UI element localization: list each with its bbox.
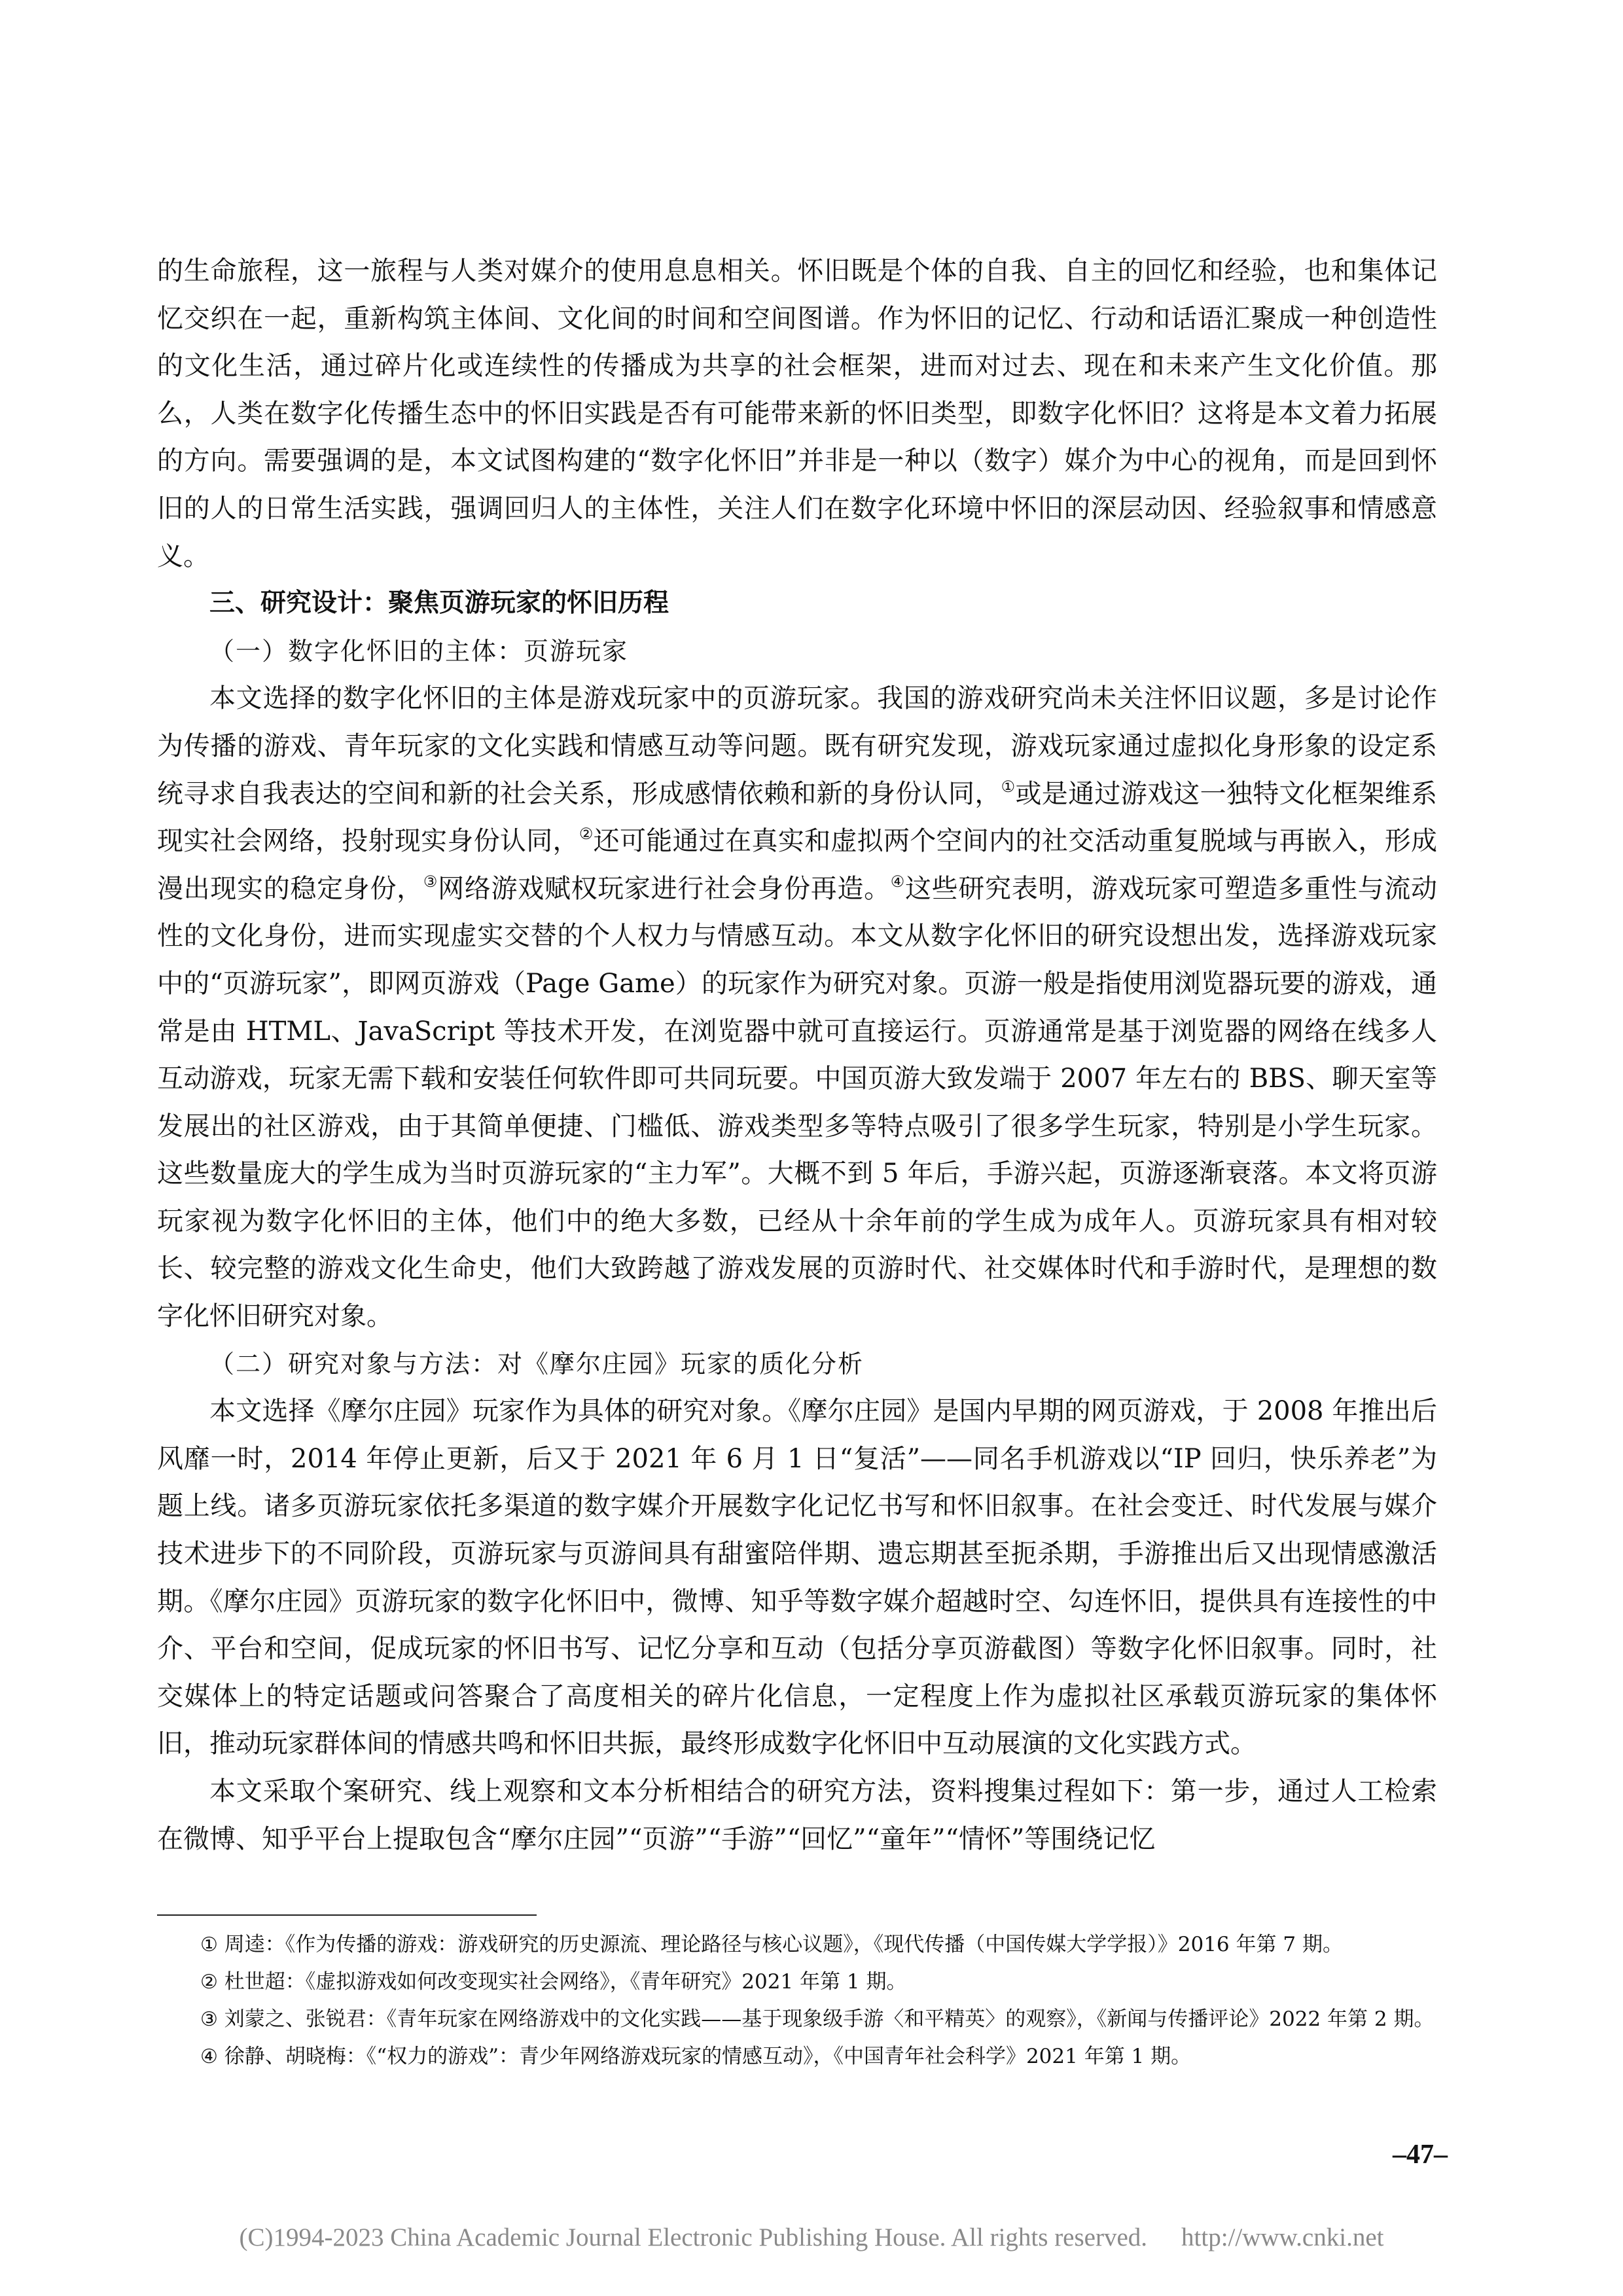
footnote-mark: ②: [200, 1971, 218, 1994]
cnki-link[interactable]: http://www.cnki.net: [1181, 2223, 1384, 2251]
footnotes: [157, 1928, 1437, 2077]
footnote-divider: [157, 1914, 537, 1916]
subsection-heading-method: （二）研究对象与方法：对《摩尔庄园》玩家的质化分析: [209, 1349, 865, 1378]
paragraph-page-game-players: [157, 675, 1437, 1340]
footnote-1: [157, 1928, 1437, 1962]
footnote-mark: ④: [200, 2045, 218, 2068]
paragraph-text: 或是通过游戏这一独特文化框架维系现实社会网络，投射现实身份认同，: [157, 778, 1438, 857]
footnote-text: 杜世超：《虚拟游戏如何改变现实社会网络》，《青年研究》2021 年第 1 期。: [224, 1970, 907, 1994]
article-body: [157, 247, 1437, 1863]
page-number: –47–: [1393, 2140, 1448, 2170]
footnote-2: [157, 1965, 1437, 1999]
paragraph-nostalgia-definition: 的生命旅程，这一旅程与人类对媒介的使用息息相关。怀旧既是个体的自我、自主的回忆和经验，也和集体记忆交织在一起，重新构筑主体间、文化间的时间和空间图谱。作为怀旧的记忆、行动和话语汇聚成一种创造性的文化生活，通过碎片化或连续性的传播成为共享的社会框架，进而对过去、现在和未来产生文化价值。那么，人类在数字化传播生态中的怀旧实践是否有可能带来新的怀旧类型，即数字化怀旧？这将是本文着力拓展的方向。需要强调的是，本文试图构建的“数字化怀旧”并非是一种以（数字）媒介为中心的视角，而是回到怀旧的人的日常生活实践，强调回归人的主体性，关注人们在数字化环境中怀旧的深层动因、经验叙事和情感意义。: [157, 256, 1437, 571]
subsection-heading-subject: （一）数字化怀旧的主体：页游玩家: [209, 636, 629, 666]
footnote-4: [157, 2040, 1437, 2073]
footnote-text: 周逵：《作为传播的游戏：游戏研究的历史源流、理论路径与核心议题》，《现代传播（中国传媒大学学报）》2016 年第 7 期。: [224, 1933, 1343, 1956]
paragraph-text: 这些研究表明，游戏玩家可塑造多重性与流动性的文化身份，进而实现虚实交替的个人权力与情感互动。本文从数字化怀旧的研究设想出发，选择游戏玩家中的“页游玩家”，即网页游戏（Page Game）的玩家作为研究对象。页游一般是指使用浏览器玩要的游戏，通常是由 HTML、JavaScript 等技术开发，在浏览器中就可直接运行。页游通常是基于浏览器的网络在线多人互动游戏，玩家无需下载和安装任何软件即可共同玩要。中国页游大致发端于 2007 年左右的 BBS、聊天室等发展出的社区游戏，由于其简单便捷、门槛低、游戏类型多等特点吸引了很多学生玩家，特别是小学生玩家。这些数量庞大的学生成为当时页游玩家的“主力军”。大概不到 5 年后，手游兴起，页游逐渐衰落。本文将页游玩家视为数字化怀旧的主体，他们中的绝大多数，已经从十余年前的学生成为成年人。页游玩家具有相对较长、较完整的游戏文化生命史，他们大致跨越了游戏发展的页游时代、社交媒体时代和手游时代，是理想的数字化怀旧研究对象。: [157, 873, 1438, 1332]
section-heading-research-design: 三、研究设计：聚焦页游玩家的怀旧历程: [209, 588, 669, 619]
paragraph-text: 本文选择的数字化怀旧的主体是游戏玩家中的页游玩家。我国的游戏研究尚未关注怀旧议题，多是讨论作为传播的游戏、青年玩家的文化实践和情感互动等问题。既有研究发现，游戏玩家通过虚拟化身形象的设定系统寻求自我表达的空间和新的社会关系，形成感情依赖和新的身份认同，: [157, 683, 1437, 809]
footnote-ref-2[interactable]: ②: [579, 825, 594, 844]
paragraph-research-method: 本文采取个案研究、线上观察和文本分析相结合的研究方法，资料搜集过程如下：第一步，通过人工检索在微博、知乎平台上提取包含“摩尔庄园”“页游”“手游”“回忆”“童年”“情怀”等围绕记忆: [157, 1776, 1437, 1854]
copyright-notice: (C)1994-2023 China Academic Journal Electronic Publishing House. All rights reserved.: [239, 2223, 1148, 2251]
footnote-ref-4[interactable]: ④: [890, 872, 905, 891]
paragraph-mole-manor: 本文选择《摩尔庄园》玩家作为具体的研究对象。《摩尔庄园》是国内早期的网页游戏，于 2008 年推出后风靡一时，2014 年停止更新，后又于 2021 年 6 月 1 日“复活”——同名手机游戏以“IP 回归，快乐养老”为题上线。诸多页游玩家依托多渠道的数字媒介开展数字化记忆书写和怀旧叙事。在社会变迁、时代发展与媒介技术进步下的不同阶段，页游玩家与页游间具有甜蜜陪伴期、遗忘期甚至扼杀期，手游推出后又出现情感激活期。《摩尔庄园》页游玩家的数字化怀旧中，微博、知乎等数字媒介超越时空、勾连怀旧，提供具有连接性的中介、平台和空间，促成玩家的怀旧书写、记忆分享和互动（包括分享页游截图）等数字化怀旧叙事。同时，社交媒体上的特定话题或问答聚合了高度相关的碎片化信息，一定程度上作为虚拟社区承载页游玩家的集体怀旧，推动玩家群体间的情感共鸣和怀旧共振，最终形成数字化怀旧中互动展演的文化实践方式。: [157, 1396, 1437, 1759]
paragraph-text: 还可能通过在真实和虚拟两个空间内的社交活动重复脱域与再嵌入，形成漫出现实的稳定身份，: [157, 826, 1438, 904]
copyright-footer: [0, 2223, 1623, 2252]
paragraph-text: 网络游戏赋权玩家进行社会身份再造。: [438, 873, 891, 904]
footnote-text: 徐静、胡晓梅：《“权力的游戏”：青少年网络游戏玩家的情感互动》，《中国青年社会科学》2021 年第 1 期。: [224, 2045, 1192, 2068]
footnote-3: [157, 2003, 1437, 2036]
footnote-mark: ①: [200, 1933, 218, 1956]
footnote-mark: ③: [200, 2008, 218, 2031]
footnote-ref-1[interactable]: ①: [1001, 777, 1016, 796]
footnote-ref-3[interactable]: ③: [423, 872, 438, 891]
footnote-text: 刘蒙之、张锐君：《青年玩家在网络游戏中的文化实践——基于现象级手游〈和平精英〉的观察》，《新闻与传播评论》2022 年第 2 期。: [224, 2007, 1435, 2031]
